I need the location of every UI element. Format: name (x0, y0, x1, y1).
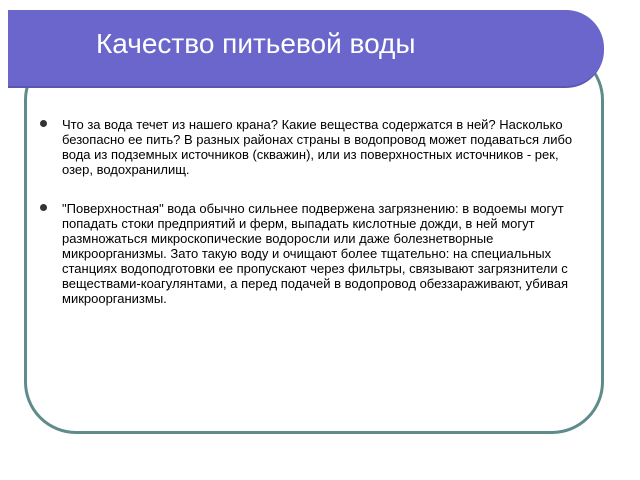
bullet-list (40, 117, 588, 330)
bullet-item (40, 117, 588, 177)
bullet-dot-icon (40, 204, 47, 211)
slide-title: Качество питьевой воды (96, 28, 416, 59)
bullet-text: "Поверхностная" вода обычно сильнее подвержена загрязнению: в водоемы могут попадать стоки предприятий и ферм, выпадать кислотные дожди, в ней могут размножаться микроскопические водоросли или даже болезнетворные микроорганизмы. Зато такую воду и очищают более тщательно: на специальных станциях водоподготовки ее пропускают через фильтры, связывают загрязнители с веществами-коагулянтами, а перед подачей в водопровод обеззараживают, убивая микроорганизмы. (62, 201, 569, 306)
bullet-item (40, 201, 588, 306)
bullet-text: Что за вода течет из нашего крана? Какие вещества содержатся в ней? Насколько безопасно ее пить? В разных районах страны в водопровод может подаваться либо вода из подземных источников (скважин), или из поверхностных источников - рек, озер, водохранилищ. (62, 117, 573, 177)
bullet-dot-icon (40, 120, 47, 127)
